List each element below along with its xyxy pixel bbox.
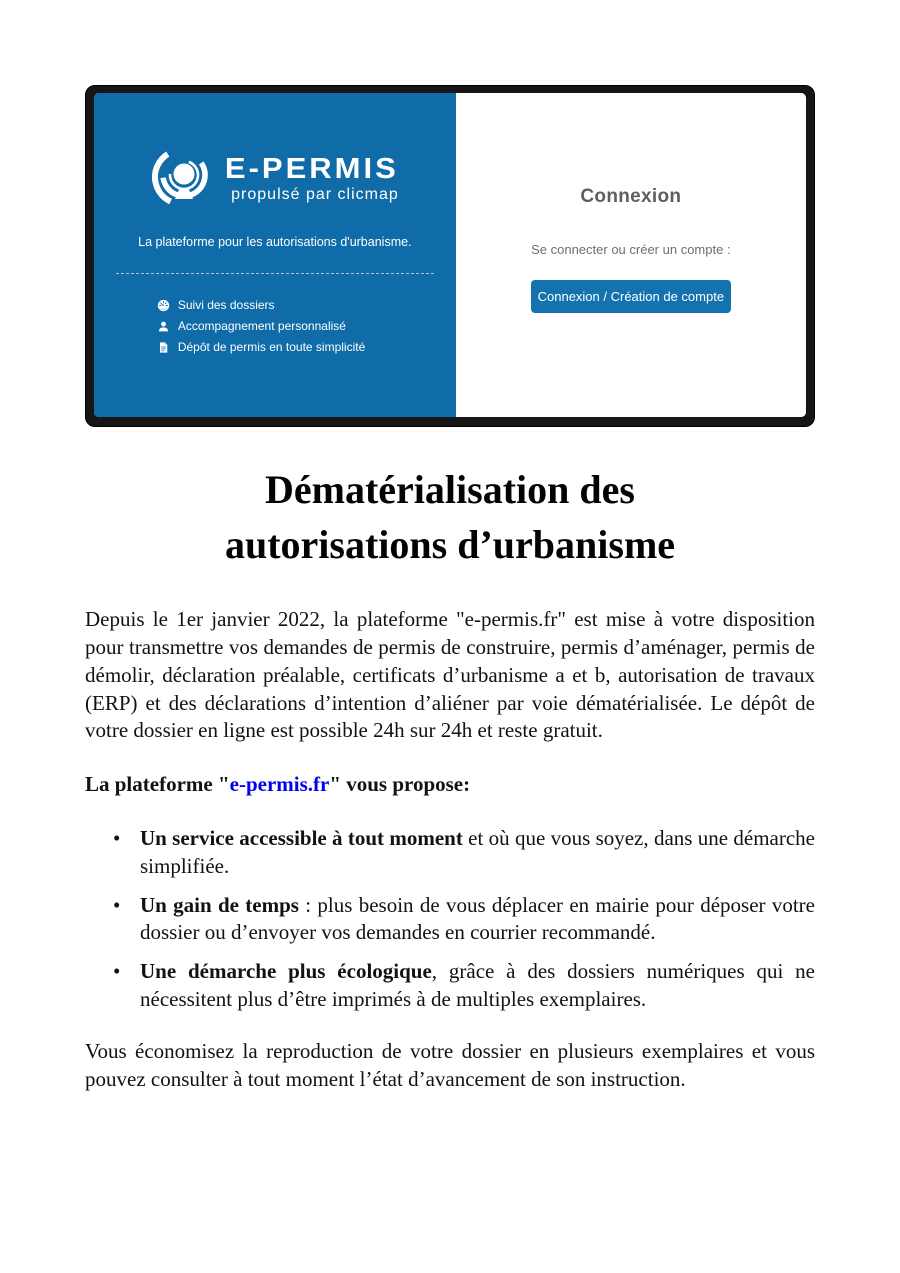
user-icon bbox=[157, 320, 170, 333]
connexion-heading: Connexion bbox=[580, 186, 682, 207]
lead-sentence bbox=[85, 771, 815, 799]
feature-label: Dépôt de permis en toute simplicité bbox=[177, 340, 366, 354]
feature-suivi bbox=[157, 298, 393, 312]
login-right-panel bbox=[456, 93, 806, 417]
feature-depot bbox=[157, 340, 393, 354]
page-title-line1: Dématérialisation des bbox=[265, 467, 635, 512]
benefit-item bbox=[140, 892, 815, 948]
e-permis-logo-icon bbox=[151, 145, 215, 211]
benefit-rest: : plus besoin de vous déplacer en mairie pour déposer votre dossier ou d’envoyer vos demandes en courrier recommandé. bbox=[140, 892, 815, 945]
benefits-list bbox=[85, 825, 815, 1015]
page-title bbox=[85, 462, 815, 572]
benefit-bold: Un service accessible à tout moment bbox=[140, 825, 463, 850]
gauge-icon bbox=[157, 299, 170, 312]
feature-label: Accompagnement personnalisé bbox=[177, 319, 346, 333]
login-left-panel bbox=[94, 93, 456, 417]
feature-list bbox=[157, 298, 393, 361]
e-permis-wordmark bbox=[225, 153, 399, 204]
feature-label: Suivi des dossiers bbox=[177, 298, 275, 312]
platform-tagline: La plateforme pour les autorisations d'urbanisme. bbox=[138, 235, 412, 249]
e-permis-logo bbox=[151, 145, 399, 211]
file-icon bbox=[157, 341, 170, 354]
intro-paragraph: Depuis le 1er janvier 2022, la plateforme "e-permis.fr" est mise à votre disposition pour transmettre vos demandes de permis de construire, permis d’aménager, permis de démolir, déclaration préalable, certificats d’urbanisme a et b, autorisation de travaux (ERP) et des déclarations d’intention d’aliéner par voie dématérialisée. Le dépôt de votre dossier en ligne est possible 24h sur 24h et reste gratuit. bbox=[85, 607, 815, 743]
brand-name: E-PERMIS bbox=[224, 151, 399, 185]
closing-paragraph: Vous économisez la reproduction de votre dossier en plusieurs exemplaires et vous pouvez consulter à tout moment l’état d’avancement de son instruction. bbox=[85, 1039, 815, 1091]
login-screenshot bbox=[85, 85, 815, 427]
page-title-line2: autorisations d’urbanisme bbox=[224, 522, 676, 568]
article bbox=[85, 462, 815, 1120]
lead-suffix: " vous propose: bbox=[329, 771, 471, 796]
connexion-subtitle: Se connecter ou créer un compte : bbox=[531, 242, 731, 257]
benefit-bold: Un gain de temps bbox=[140, 892, 299, 917]
dashed-divider bbox=[116, 273, 434, 274]
feature-accompagnement bbox=[157, 319, 393, 333]
lead-prefix: La plateforme " bbox=[85, 771, 230, 796]
benefit-item bbox=[140, 958, 815, 1014]
benefit-rest: et où que vous soyez, dans une démarche simplifiée. bbox=[140, 825, 816, 878]
benefit-rest: , grâce à des dossiers numériques qui ne nécessitent plus d’être imprimés à de multiples exemplaires. bbox=[140, 959, 815, 1012]
benefit-bold: Une démarche plus écologique bbox=[140, 959, 432, 984]
brand-subtitle: propulsé par clicmap bbox=[231, 185, 399, 203]
login-screen bbox=[94, 93, 806, 417]
connexion-button[interactable]: Connexion / Création de compte bbox=[531, 280, 731, 313]
benefit-item bbox=[140, 825, 815, 881]
e-permis-link[interactable]: e-permis.fr bbox=[229, 771, 330, 796]
